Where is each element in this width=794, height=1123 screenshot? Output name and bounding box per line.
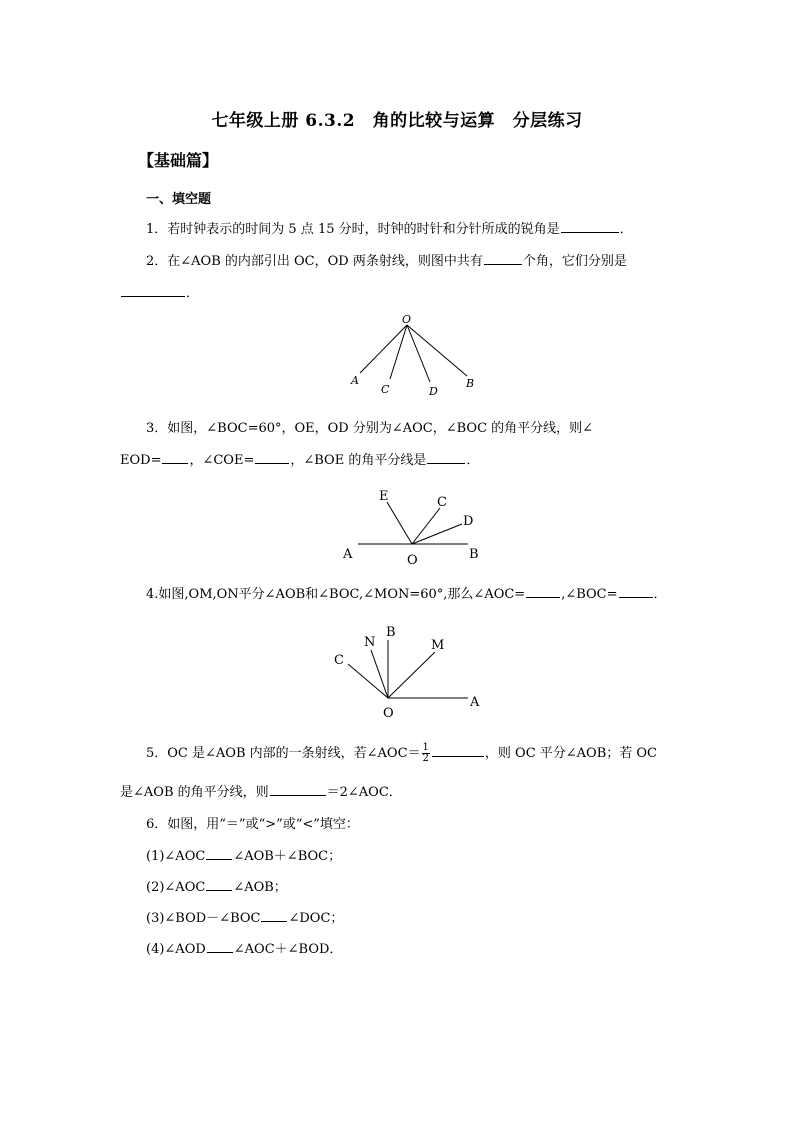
question-6-item xyxy=(146,876,287,895)
item-right: ∠AOC＋∠BOD． xyxy=(233,942,343,957)
question-6-item xyxy=(146,845,341,864)
answer-blank[interactable] xyxy=(162,451,188,464)
question-3-p3: ，∠BOE 的角平分线是 xyxy=(290,453,427,468)
question-1-text: 1．若时钟表示的时间为 5 点 15 分时，时钟的时针和分针所成的锐角是 xyxy=(146,222,560,237)
label-c: C xyxy=(334,653,344,668)
label-a: A xyxy=(351,374,359,387)
item-left: (3)∠BOD－∠BOC xyxy=(146,911,261,926)
label-d: D xyxy=(463,514,474,529)
question-5-line-2 xyxy=(120,781,402,800)
answer-blank[interactable] xyxy=(261,909,287,922)
question-4-end: ． xyxy=(653,587,667,602)
answer-blank[interactable] xyxy=(427,451,465,464)
label-a: A xyxy=(343,547,353,562)
figure-q2 xyxy=(340,310,480,400)
answer-blank[interactable] xyxy=(526,585,560,598)
subsection-label: 一、填空题 xyxy=(146,192,212,207)
label-o: O xyxy=(402,313,412,326)
label-e: E xyxy=(379,489,389,504)
question-4-text: 4.如图,OM,ON平分∠AOB和∠BOC,∠MON=60°,那么∠AOC= xyxy=(146,587,526,602)
item-right: ∠DOC； xyxy=(288,911,344,926)
answer-blank[interactable] xyxy=(561,220,619,233)
label-m: M xyxy=(431,638,445,653)
question-5 xyxy=(146,742,657,764)
figure-q4 xyxy=(328,620,498,722)
question-1 xyxy=(146,218,633,237)
question-1-end: ． xyxy=(619,222,633,237)
label-n: N xyxy=(364,635,376,650)
label-d: D xyxy=(429,385,438,398)
page-title: 七年级上册 6.3.2 角的比较与运算 分层练习 xyxy=(211,111,583,131)
question-4-mid: ,∠BOC= xyxy=(561,587,618,602)
item-right: ∠AOB＋∠BOC； xyxy=(233,849,342,864)
answer-blank[interactable] xyxy=(432,744,484,757)
question-6-intro: 6．如图，用“＝”或“>”或“<”填空： xyxy=(146,817,359,832)
question-6 xyxy=(146,813,359,832)
question-5-text: 5．OC 是∠AOB 内部的一条射线，若∠AOC＝ xyxy=(146,746,421,761)
figure-q3 xyxy=(340,482,500,572)
answer-blank[interactable] xyxy=(484,252,522,265)
question-3-end: ． xyxy=(466,453,480,468)
answer-blank[interactable] xyxy=(619,585,653,598)
answer-blank[interactable] xyxy=(206,847,232,860)
item-left: (2)∠AOC xyxy=(146,880,206,895)
answer-blank[interactable] xyxy=(255,451,289,464)
question-2-mid: 个角，它们分别是 xyxy=(522,254,627,269)
item-left: (1)∠AOC xyxy=(146,849,206,864)
answer-blank[interactable] xyxy=(121,284,185,297)
answer-blank[interactable] xyxy=(207,940,233,953)
question-3-p1: EOD= xyxy=(120,453,162,468)
question-6-item xyxy=(146,907,343,926)
question-3-line-1: 3．如图，∠BOC=60°，OE，OD 分别为∠AOC，∠BOC 的角平分线，则∠ xyxy=(146,421,594,436)
label-c: C xyxy=(381,383,390,396)
question-3-p2: ，∠COE= xyxy=(189,453,255,468)
question-5-mid: ，则 OC 平分∠AOB；若 OC xyxy=(484,746,658,761)
question-5-line-2-text: 是∠AOB 的角平分线，则 xyxy=(120,785,269,800)
label-o: O xyxy=(407,553,418,568)
question-5-end: ＝2∠AOC． xyxy=(326,785,402,800)
answer-blank[interactable] xyxy=(270,783,326,796)
question-3-line-2 xyxy=(120,449,479,468)
label-b: B xyxy=(386,625,396,640)
section-label: 【基础篇】 xyxy=(138,151,219,170)
label-b: B xyxy=(469,547,479,562)
question-2-text: 2．在∠AOB 的内部引出 OC，OD 两条射线，则图中共有 xyxy=(146,254,483,269)
question-2-end: ． xyxy=(186,286,200,301)
item-left: (4)∠AOD xyxy=(146,942,206,957)
label-c: C xyxy=(437,495,447,510)
question-3 xyxy=(146,417,593,436)
question-4 xyxy=(146,583,667,602)
label-b: B xyxy=(466,377,475,390)
label-a: A xyxy=(470,695,480,710)
answer-blank[interactable] xyxy=(206,878,232,891)
fraction-one-half: $\frac{1}{2}$ xyxy=(422,742,429,764)
label-o: O xyxy=(383,706,394,721)
question-6-item xyxy=(146,938,342,957)
question-2-line-2 xyxy=(120,282,199,301)
item-right: ∠AOB； xyxy=(233,880,287,895)
question-2 xyxy=(146,250,627,269)
